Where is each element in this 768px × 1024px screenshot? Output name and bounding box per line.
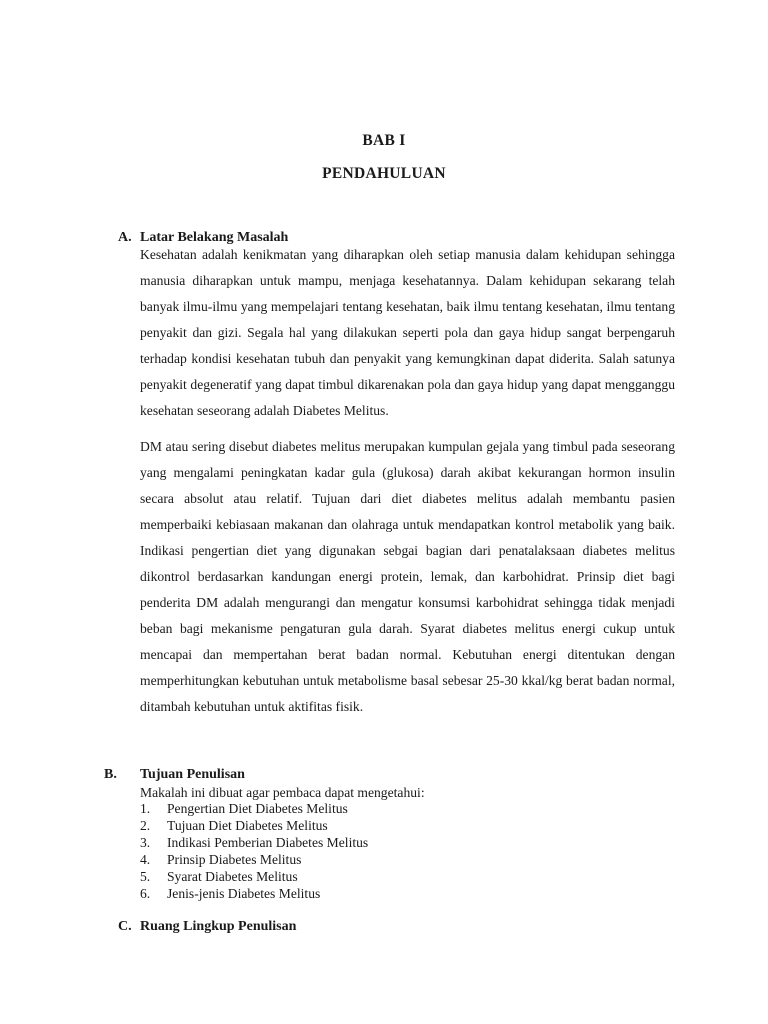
list-item-text: Tujuan Diet Diabetes Melitus xyxy=(167,818,328,833)
section-a-paragraph-1: Kesehatan adalah kenikmatan yang diharapkan oleh setiap manusia dalam kehidupan sehingga manusia diharapkan untuk mampu, menjaga kesehatannya. Dalam kehidupan sekarang telah banyak ilmu-ilmu yang mempelajari tentang kesehatan, baik ilmu tentang kesehatan, ilmu tentang penyakit dan gizi. Segala hal yang dilakukan seperti pola dan gaya hidup sangat berpengaruh terhadap kondisi kesehatan tubuh dan penyakit yang kemungkinan dapat diderita. Salah satunya penyakit degeneratif yang dapat timbul dikarenakan pola dan gaya hidup yang dapat mengganggu kesehatan seseorang adalah Diabetes Melitus. xyxy=(140,247,675,418)
list-item xyxy=(140,834,368,851)
list-item-text: Indikasi Pemberian Diabetes Melitus xyxy=(167,835,369,850)
section-a-paragraph-2: DM atau sering disebut diabetes melitus merupakan kumpulan gejala yang timbul pada seseorang yang mengalami peningkatan kadar gula (glukosa) darah akibat kekurangan hormon insulin secara absolut atau relatif. Tujuan dari diet diabetes melitus adalah membantu pasien memperbaiki kebiasaan makanan dan olahraga untuk mendapatkan kontrol metabolik yang baik. Indikasi pengertian diet yang digunakan sebgai bagian dari penatalaksaan diabetes melitus dikontrol berdasarkan kandungan energi protein, lemak, dan karbohidrat. Prinsip diet bagi penderita DM adalah mengurangi dan mengatur konsumsi karbohidrat sehingga tidak menjadi beban bagi mekanisme pengaturan gula darah. Syarat diabetes melitus energi cukup untuk mencapai dan mempertahan berat badan normal. Kebutuhan energi ditentukan dengan memperhitungkan kebutuhan untuk metabolisme basal sebesar 25-30 kkal/kg berat badan normal, ditambah kebutuhan untuk aktifitas fisik. xyxy=(140,439,675,714)
list-item-number: 4. xyxy=(140,852,151,867)
chapter-title: PENDAHULUAN xyxy=(322,165,446,182)
list-item xyxy=(140,868,368,885)
list-item-text: Jenis-jenis Diabetes Melitus xyxy=(167,886,321,901)
section-b-letter: B. xyxy=(104,767,117,782)
section-a-letter: A. xyxy=(118,230,132,245)
list-item-number: 3. xyxy=(140,835,151,850)
chapter-number: BAB I xyxy=(362,132,406,149)
list-item-text: Syarat Diabetes Melitus xyxy=(167,869,298,884)
list-item xyxy=(140,851,368,868)
list-item-text: Prinsip Diabetes Melitus xyxy=(167,852,302,867)
list-item-number: 1. xyxy=(140,801,151,816)
list-item-number: 2. xyxy=(140,818,151,833)
list-item xyxy=(140,800,368,817)
section-a-title: Latar Belakang Masalah xyxy=(140,230,289,245)
list-item-number: 6. xyxy=(140,886,151,901)
list-item xyxy=(140,817,368,834)
section-b-title: Tujuan Penulisan xyxy=(140,767,245,782)
section-c-title: Ruang Lingkup Penulisan xyxy=(140,919,297,934)
objectives-list xyxy=(140,800,368,902)
list-item xyxy=(140,885,368,902)
section-c-letter: C. xyxy=(118,919,132,934)
list-item-text: Pengertian Diet Diabetes Melitus xyxy=(167,801,348,816)
section-b-intro: Makalah ini dibuat agar pembaca dapat mengetahui: xyxy=(140,785,425,800)
list-item-number: 5. xyxy=(140,869,151,884)
